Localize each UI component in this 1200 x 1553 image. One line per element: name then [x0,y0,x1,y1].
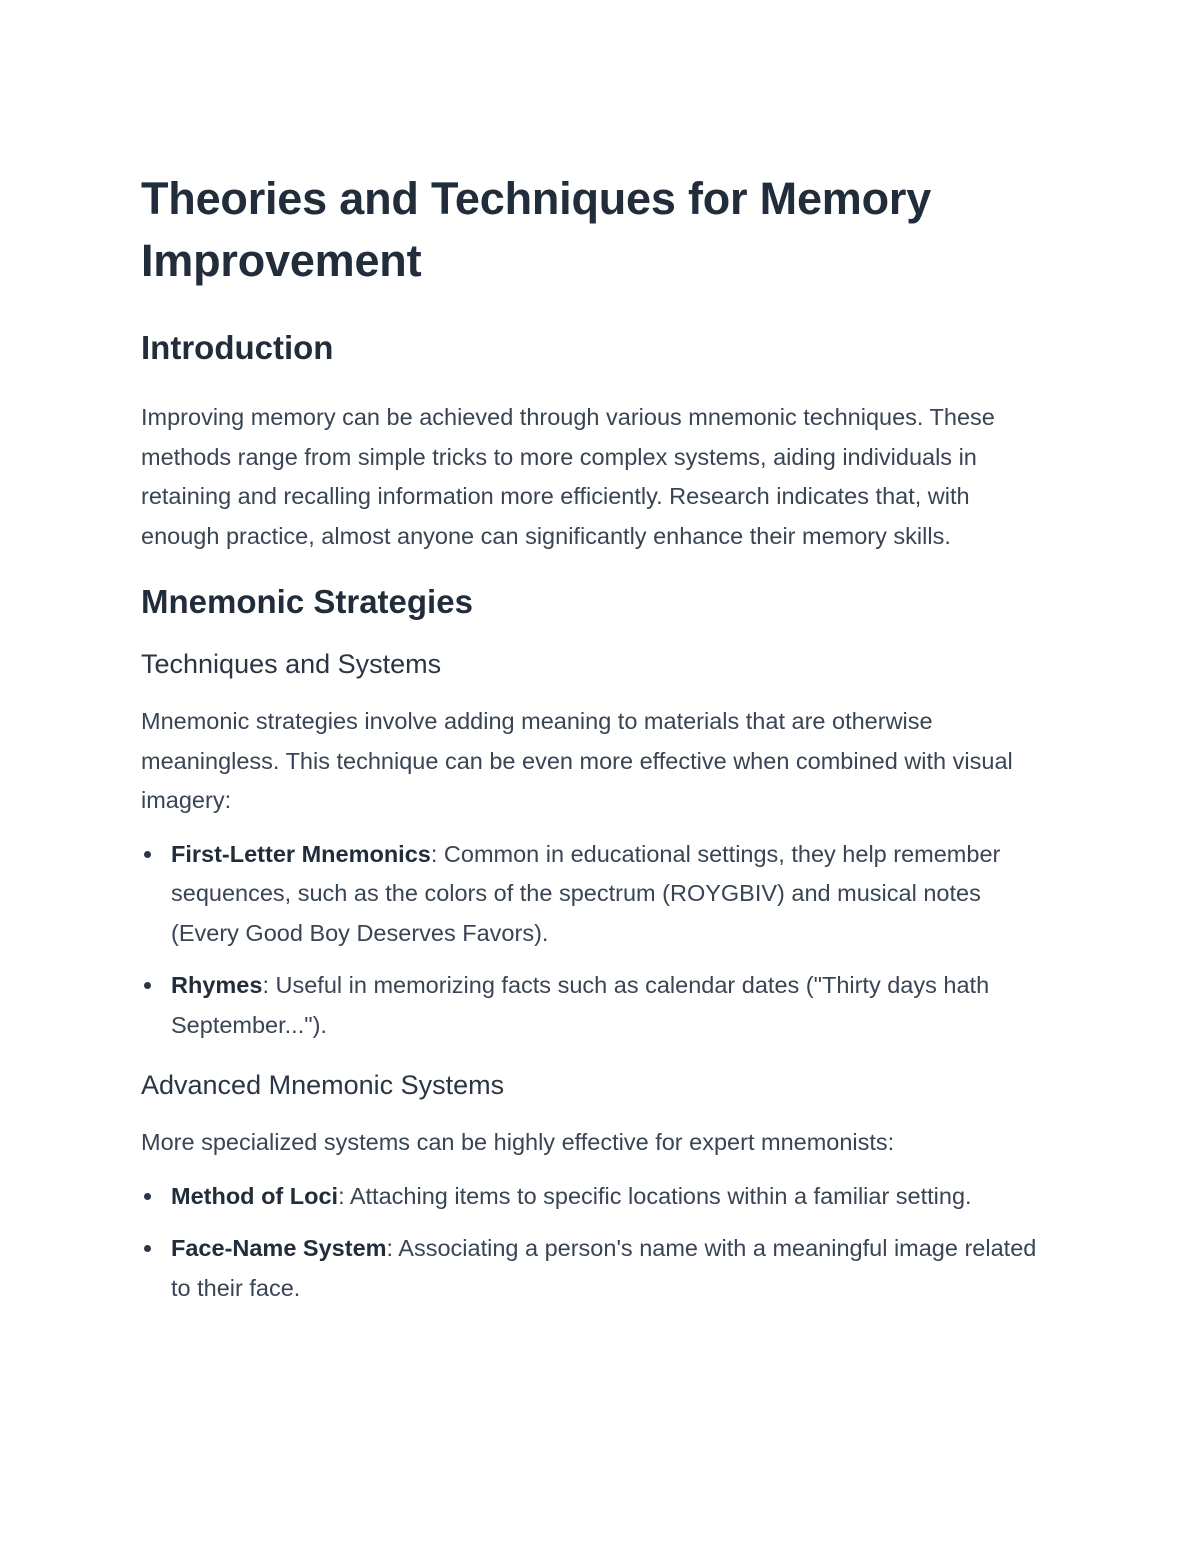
list-item-text: : Associating a person's name with a meaningful image related to their face. [171,1235,1037,1301]
mnemonic-strategies-heading: Mnemonic Strategies [141,583,473,620]
list-item [141,1177,1041,1217]
document-title: Theories and Techniques for Memory Improvement [141,173,932,286]
techniques-list [141,835,1041,1046]
list-item-term: First-Letter Mnemonics [171,840,431,867]
techniques-systems-paragraph: Mnemonic strategies involve adding meaning to materials that are otherwise meaningless. This technique can be even more effective when combined with visual imagery: [141,708,1013,813]
bullet-icon [144,1193,151,1200]
advanced-systems-paragraph: More specialized systems can be highly effective for expert mnemonists: [141,1129,895,1155]
bullet-icon [144,851,151,858]
list-item-term: Rhymes [171,972,263,998]
techniques-systems-heading: Techniques and Systems [141,649,442,679]
document-page [141,168,1041,1321]
list-item-term: Method of Loci [171,1182,339,1209]
list-item [141,835,1041,954]
bullet-icon [144,982,151,989]
list-item-text: : Useful in memorizing facts such as calendar dates ("Thirty days hath September..."). [171,972,990,1038]
advanced-systems-heading: Advanced Mnemonic Systems [141,1070,505,1100]
bullet-icon [144,1245,151,1252]
list-item-term: Face-Name System [171,1235,387,1261]
list-item-text: : Attaching items to specific locations within a familiar setting. [338,1182,972,1209]
list-item [141,1229,1041,1308]
introduction-heading: Introduction [141,329,334,366]
advanced-list [141,1177,1041,1309]
list-item [141,966,1041,1045]
list-item-text: : Common in educational settings, they help remember sequences, such as the colors of the spectrum (ROYGBIV) and musical notes (Every Good Boy Deserves Favors). [171,840,1001,946]
introduction-paragraph: Improving memory can be achieved through various mnemonic techniques. These methods range from simple tricks to more complex systems, aiding individuals in retaining and recalling information more efficiently. Research indicates that, with enough practice, almost anyone can significantly enhance their memory skills. [141,404,995,549]
